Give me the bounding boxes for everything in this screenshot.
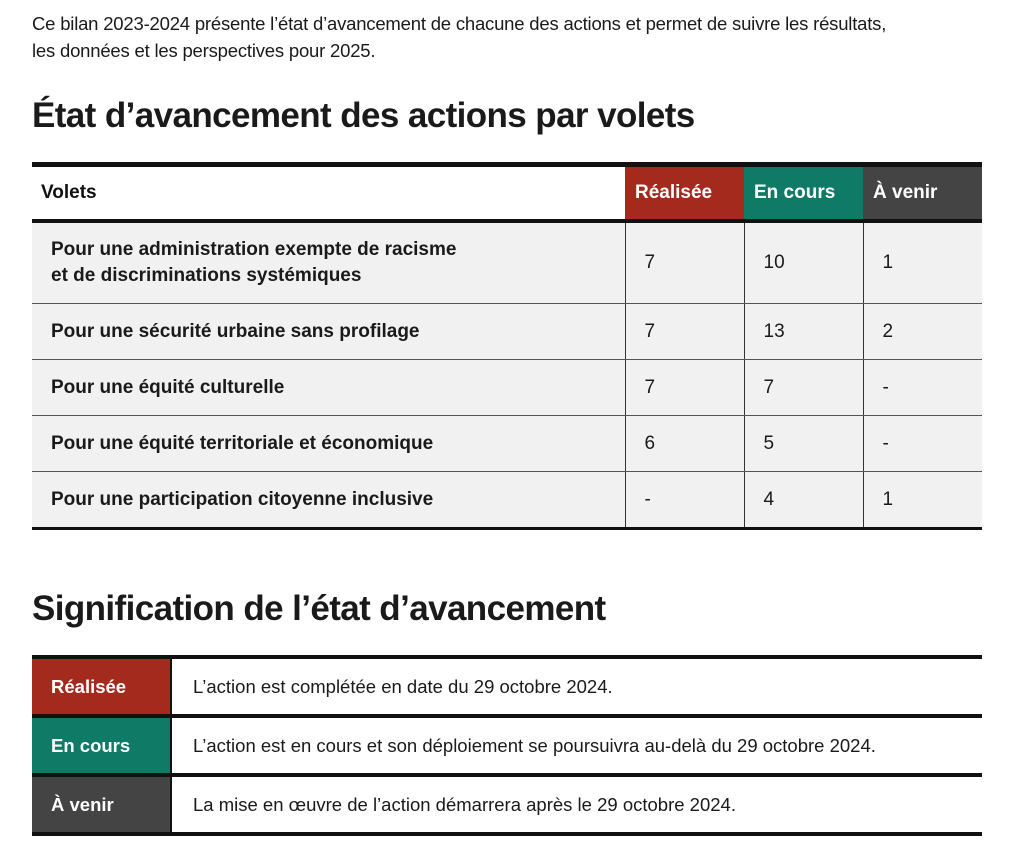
cell-a-venir: - <box>863 416 982 472</box>
volet-label-line: Pour une administration exempte de racisme <box>51 239 457 260</box>
legend-row <box>32 716 982 775</box>
intro-line-1: Ce bilan 2023-2024 présente l’état d’avancement de chacune des actions et permet de suivre les résultats, <box>32 13 887 34</box>
legend-description: L’action est en cours et son déploiement se poursuivra au-delà du 29 octobre 2024. <box>171 716 982 775</box>
table-row <box>32 360 982 416</box>
cell-realisee: 7 <box>625 221 744 304</box>
header-realisee: Réalisée <box>625 165 744 222</box>
cell-realisee: 7 <box>625 304 744 360</box>
status-badge-realisee: Réalisée <box>32 657 171 716</box>
cell-en-cours: 4 <box>744 472 863 529</box>
header-volets: Volets <box>32 165 625 222</box>
volet-label-line: et de discriminations systémiques <box>51 265 362 286</box>
legend-row <box>32 657 982 716</box>
cell-a-venir: 1 <box>863 472 982 529</box>
header-en-cours: En cours <box>744 165 863 222</box>
status-table <box>32 162 982 530</box>
legend-section-title: Signification de l’état d’avancement <box>32 589 606 628</box>
status-section-title: État d’avancement des actions par volets <box>32 96 695 135</box>
volet-label <box>32 221 625 304</box>
volet-label: Pour une équité culturelle <box>32 360 625 416</box>
legend-description: L’action est complétée en date du 29 octobre 2024. <box>171 657 982 716</box>
table-row <box>32 472 982 529</box>
legend-table <box>32 655 982 836</box>
table-row <box>32 304 982 360</box>
cell-a-venir: - <box>863 360 982 416</box>
cell-realisee: 6 <box>625 416 744 472</box>
status-table-header-row <box>32 165 982 222</box>
cell-realisee: - <box>625 472 744 529</box>
cell-en-cours: 10 <box>744 221 863 304</box>
table-row <box>32 221 982 304</box>
legend-description: La mise en œuvre de l’action démarrera après le 29 octobre 2024. <box>171 775 982 834</box>
header-a-venir: À venir <box>863 165 982 222</box>
status-badge-en-cours: En cours <box>32 716 171 775</box>
volet-label: Pour une participation citoyenne inclusive <box>32 472 625 529</box>
table-row <box>32 416 982 472</box>
status-badge-a-venir: À venir <box>32 775 171 834</box>
cell-realisee: 7 <box>625 360 744 416</box>
cell-en-cours: 7 <box>744 360 863 416</box>
cell-en-cours: 13 <box>744 304 863 360</box>
intro-paragraph <box>32 10 972 64</box>
volet-label: Pour une sécurité urbaine sans profilage <box>32 304 625 360</box>
cell-a-venir: 1 <box>863 221 982 304</box>
legend-row <box>32 775 982 834</box>
intro-line-2: les données et les perspectives pour 2025. <box>32 40 376 61</box>
cell-a-venir: 2 <box>863 304 982 360</box>
cell-en-cours: 5 <box>744 416 863 472</box>
volet-label: Pour une équité territoriale et économique <box>32 416 625 472</box>
